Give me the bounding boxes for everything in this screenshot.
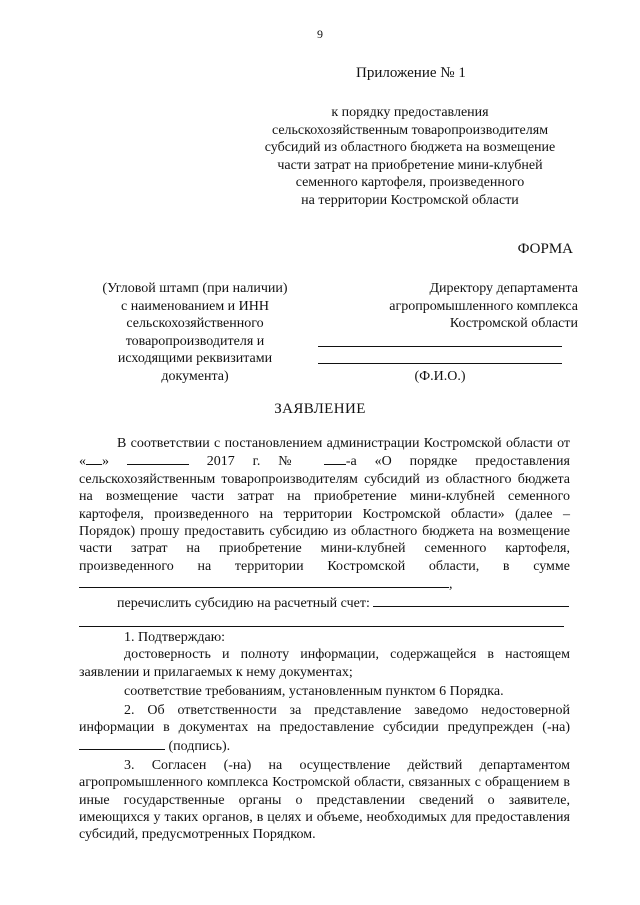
item-2-text: 2. Об ответственности за представление заведомо недостоверной информации в документах на предоставление субсидии предупрежден (-на) — [79, 703, 570, 736]
appendix-line: субсидий из областного бюджета на возмещение — [264, 140, 556, 155]
stamp-line: (Угловой штамп (при наличии) — [102, 281, 288, 296]
body-text: 2017 г. № — [188, 454, 324, 470]
body-paragraph-2 — [79, 594, 570, 612]
page-number: 9 — [317, 27, 323, 41]
form-label: ФОРМА — [517, 241, 573, 257]
body-text: В соответствии с постановлением администрации Костромской области от « — [79, 436, 570, 470]
body-text: » — [102, 454, 127, 470]
stamp-line: с наименованием и ИНН — [121, 298, 269, 314]
appendix-subtitle — [240, 104, 580, 209]
stamp-line: товаропроизводителя и — [125, 333, 265, 349]
item-3: 3. Согласен (-на) на осуществление действий департаментом агропромышленного комплекса Костромской области, связанных с обращением в иные государственные органы о представлении сведений о заявителе, имеющихся у таких органов, в целях и объеме, необходимых для предоставления субсидий, предусмотренных Порядком. — [79, 758, 570, 843]
appendix-line: части затрат на приобретение мини-клубней — [277, 157, 543, 173]
item-2 — [79, 702, 570, 755]
fio-caption: (Ф.И.О.) — [414, 369, 466, 384]
stamp-line: исходящими реквизитами — [117, 351, 273, 367]
stamp-line: документа) — [161, 368, 229, 384]
fio-blank-line-1[interactable] — [318, 346, 562, 347]
account-blank[interactable] — [373, 594, 569, 607]
body-text: -а «О порядке предоставления сельскохозяйственным товаропроизводителям субсидий из областного бюджета на возмещение части затрат на приобретение мини-клубней семенного картофеля, произведенного на территории Костромской области» (далее – Порядок) прошу предоставить субсидию из областного бюджета на возмещение части затрат на приобретение мини-клубней семенного картофеля, произведенного на территории Костромской области, в сумме — [79, 454, 570, 574]
application-body — [79, 435, 570, 612]
item-1-a: достоверность и полноту информации, содержащейся в настоящем заявлении и прилагаемых к нему документах; — [79, 647, 570, 680]
body-text: , — [449, 577, 453, 593]
document-title: ЗАЯВЛЕНИЕ — [274, 401, 366, 417]
appendix-line: семенного картофеля, произведенного — [295, 175, 525, 190]
signature-blank[interactable] — [79, 737, 165, 750]
month-blank[interactable] — [127, 452, 189, 465]
corner-stamp-note — [75, 280, 315, 386]
item-1-title: 1. Подтверждаю: — [124, 630, 226, 645]
appendix-title: Приложение № 1 — [356, 65, 466, 81]
addressee — [338, 280, 578, 333]
body-paragraph-1 — [79, 435, 570, 594]
confirmations-list — [79, 629, 570, 846]
stamp-line: сельскохозяйственного — [126, 316, 264, 332]
amount-blank[interactable] — [79, 575, 449, 588]
body-text: перечислить субсидию на расчетный счет: — [117, 595, 374, 611]
appendix-line: к порядку предоставления — [331, 105, 489, 120]
account-continuation-line[interactable] — [79, 626, 564, 627]
signature-caption: (подпись). — [165, 738, 231, 754]
appendix-line: сельскохозяйственным товаропроизводителям — [271, 122, 549, 138]
appendix-line: на территории Костромской области — [301, 192, 519, 208]
addressee-line: Директору департамента — [429, 281, 578, 296]
decree-number-blank[interactable] — [324, 452, 346, 465]
addressee-line: Костромской области — [449, 316, 578, 332]
addressee-line: агропромышленного комплекса — [389, 298, 578, 314]
day-blank[interactable] — [86, 452, 102, 465]
fio-blank-line-2[interactable] — [318, 363, 562, 364]
item-1-b: соответствие требованиям, установленным пунктом 6 Порядка. — [124, 683, 504, 699]
